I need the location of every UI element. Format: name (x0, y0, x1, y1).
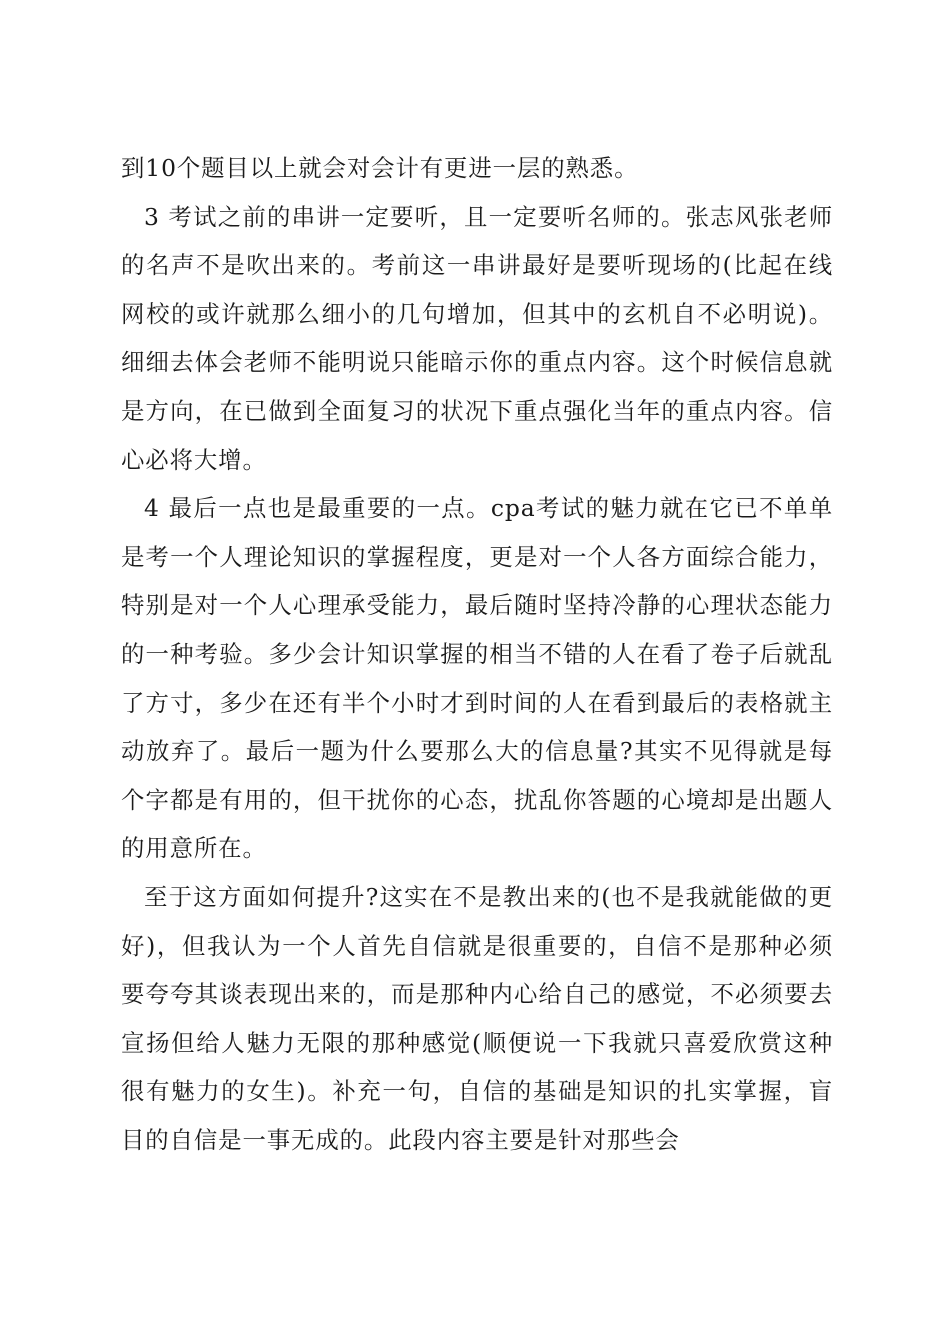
paragraph-3: 4 最后一点也是最重要的一点。cpa考试的魅力就在它已不单单是考一个人理论知识的掌握程度，更是对一个人各方面综合能力，特别是对一个人心理承受能力，最后随时坚持冷静的心理状态能力的一种考验。多少会计知识掌握的相当不错的人在看了卷子后就乱了方寸，多少在还有半个小时才到时间的人在看到最后的表格就主动放弃了。最后一题为什么要那么大的信息量?其实不见得就是每个字都是有用的，但干扰你的心态，扰乱你答题的心境却是出题人的用意所在。 (121, 494, 833, 863)
document-body (121, 144, 833, 1164)
paragraph-4: 至于这方面如何提升?这实在不是教出来的(也不是我就能做的更好)，但我认为一个人首先自信就是很重要的，自信不是那种必须要夸夸其谈表现出来的，而是那种内心给自己的感觉，不必须要去宣扬但给人魅力无限的那种感觉(顺便说一下我就只喜爱欣赏这种很有魅力的女生)。补充一句，自信的基础是知识的扎实掌握，盲目的自信是一事无成的。此段内容主要是针对那些会 (121, 882, 833, 1154)
paragraph-2: 3 考试之前的串讲一定要听，且一定要听名师的。张志风张老师的名声不是吹出来的。考前这一串讲最好是要听现场的(比起在线网校的或许就那么细小的几句增加，但其中的玄机自不必明说)。细细去体会老师不能明说只能暗示你的重点内容。这个时候信息就是方向，在已做到全面复习的状况下重点强化当年的重点内容。信心必将大增。 (121, 202, 833, 474)
paragraph-1: 到10个题目以上就会对会计有更进一层的熟悉。 (121, 154, 639, 182)
